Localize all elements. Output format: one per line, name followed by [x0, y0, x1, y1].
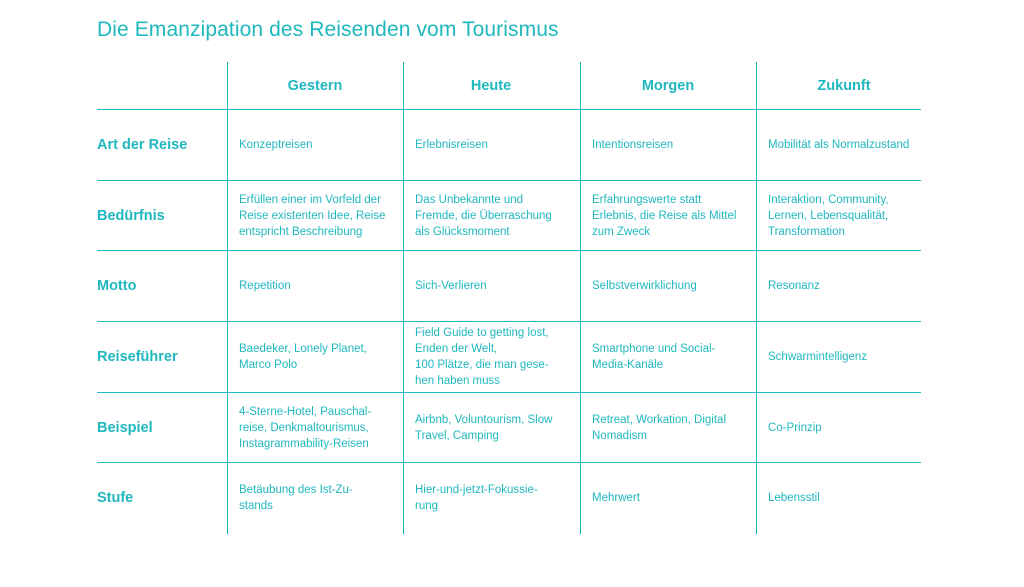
- table-cell: Resonanz: [768, 280, 820, 292]
- table-cell: Mehrwert: [592, 492, 640, 504]
- table-cell: Betäubung des Ist-Zu- stands: [239, 484, 353, 512]
- table-cell: Co-Prinzip: [768, 422, 822, 434]
- table-cell: Airbnb, Voluntourism, Slow Travel, Camping: [415, 414, 553, 442]
- column-divider: [227, 62, 228, 534]
- row-label-stufe: Stufe: [97, 490, 134, 506]
- table-cell: Erlebnisreisen: [415, 139, 488, 151]
- table-cell: Erfahrungswerte statt Erlebnis, die Reise als Mittel zum Zweck: [592, 194, 737, 238]
- table-cell: Schwarmintelligenz: [768, 351, 868, 363]
- table-cell: Interaktion, Community, Lernen, Lebensqualität, Transformation: [768, 194, 889, 238]
- table-cell: Baedeker, Lonely Planet, Marco Polo: [239, 343, 367, 371]
- column-header-morgen: Morgen: [641, 77, 695, 94]
- table-cell: Hier-und-jetzt-Fokussie- rung: [415, 484, 538, 512]
- row-label-beduerfnis: Bedürfnis: [97, 208, 165, 224]
- column-header-zukunft: Zukunft: [817, 77, 871, 94]
- table-cell: Repetition: [239, 280, 291, 292]
- table-cell: Intentionsreisen: [592, 139, 674, 151]
- row-label-art-der-reise: Art der Reise: [97, 137, 188, 153]
- column-divider: [403, 62, 404, 534]
- table-cell: Selbstverwirklichung: [592, 280, 697, 292]
- table-cell: 4-Sterne-Hotel, Pauschal- reise, Denkmaltourismus, Instagrammability-Reisen: [239, 406, 372, 450]
- table-cell: Erfüllen einer im Vorfeld der Reise existenten Idee, Reise entspricht Beschreibung: [239, 194, 386, 238]
- column-divider: [580, 62, 581, 534]
- table-cell: Sich-Verlieren: [415, 280, 487, 292]
- column-header-heute: Heute: [470, 77, 512, 94]
- column-divider: [756, 62, 757, 534]
- row-label-motto: Motto: [97, 278, 137, 294]
- row-label-beispiel: Beispiel: [97, 420, 153, 436]
- column-header-gestern: Gestern: [287, 77, 343, 94]
- table-cell: Field Guide to getting lost, Enden der Welt, 100 Plätze, die man gese- hen haben muss: [415, 327, 549, 387]
- table-cell: Retreat, Workation, Digital Nomadism: [592, 414, 727, 442]
- page-title: Die Emanzipation des Reisenden vom Tourismus: [97, 18, 559, 41]
- table-cell: Smartphone und Social- Media-Kanäle: [592, 343, 716, 371]
- table-cell: Lebensstil: [768, 492, 820, 504]
- row-label-reisefuehrer: Reiseführer: [97, 349, 178, 365]
- table-cell: Das Unbekannte und Fremde, die Überraschung als Glücksmoment: [415, 194, 552, 238]
- table-cell: Mobilität als Normalzustand: [768, 139, 910, 151]
- table-cell: Konzeptreisen: [239, 139, 313, 151]
